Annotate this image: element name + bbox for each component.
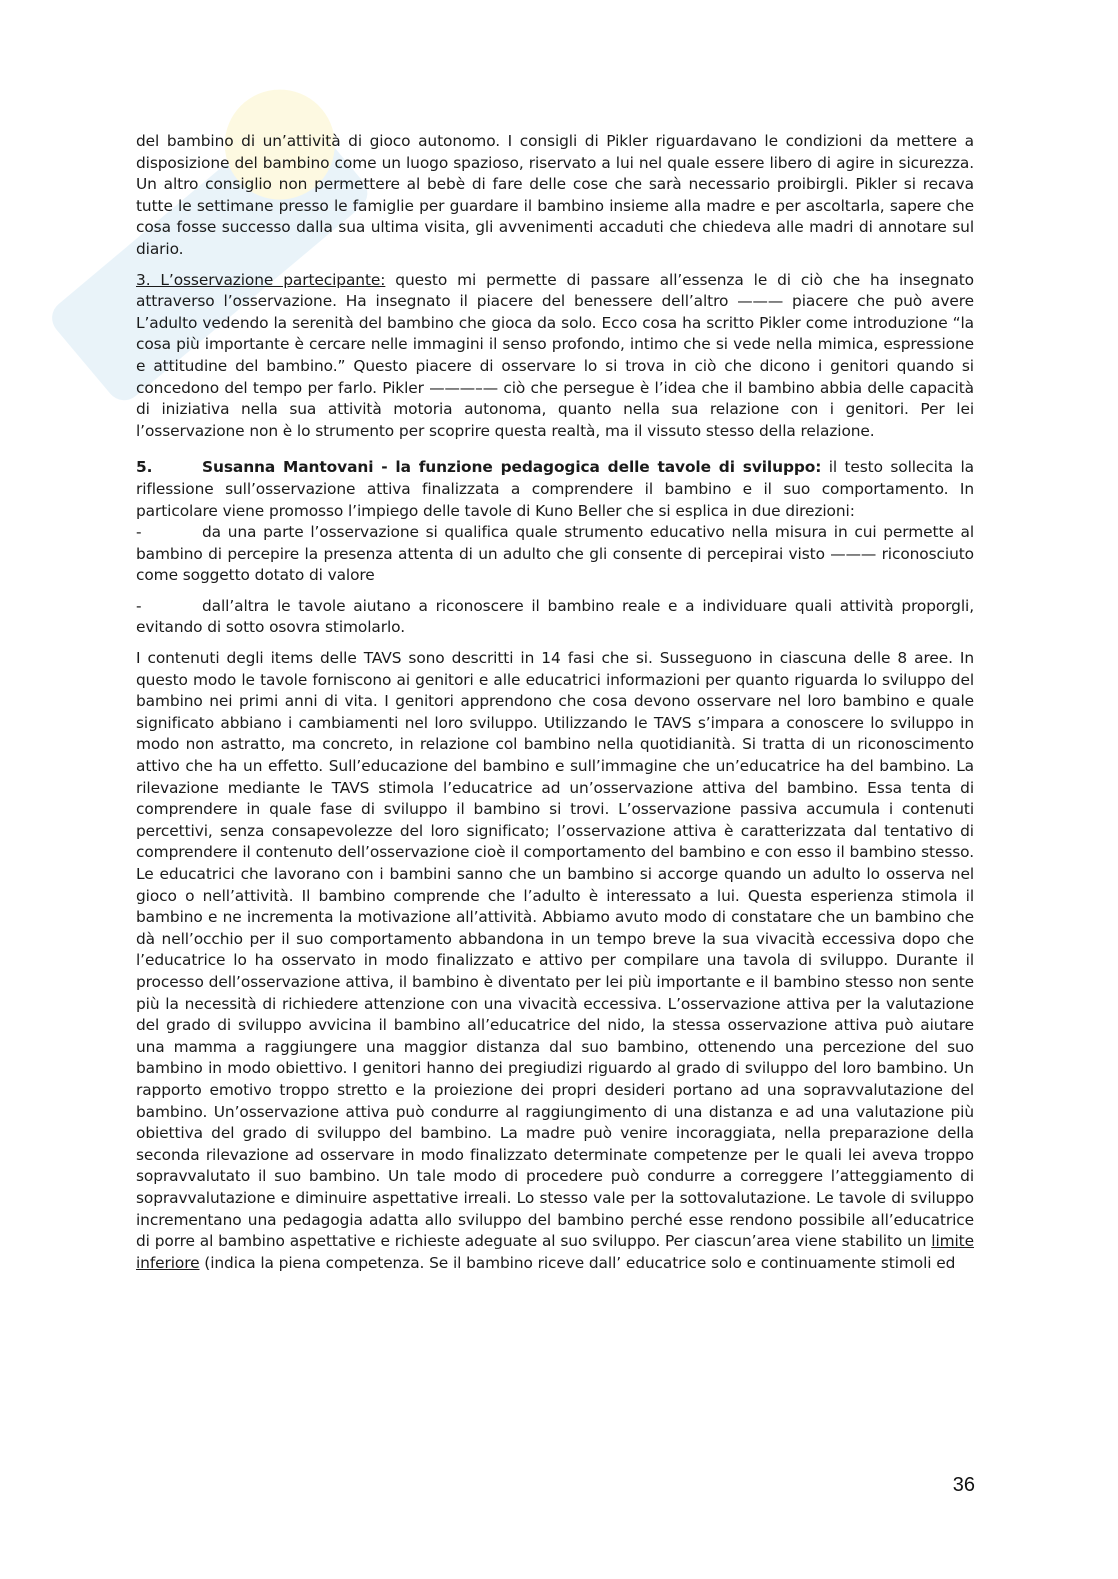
list-item: [136, 596, 974, 639]
list-item: [136, 522, 974, 587]
paragraph-tavs: [136, 648, 974, 1274]
section-heading-participant-observation: 3. L’osservazione partecipante:: [136, 270, 386, 289]
document-body: [136, 131, 974, 1283]
paragraph-text: I contenuti degli items delle TAVS sono descritti in 14 fasi che si. Susseguono in ciascuna delle 8 aree. In questo modo le tavole forniscono ai genitori e alle educatrici informazioni per quanto riguarda lo sviluppo del bambino nei primi anni di vita. I genitori apprendono che cosa devono osservare nel loro bambino e quale significato abbiano i cambiamenti nel loro sviluppo. Utilizzando le TAVS s’impara a conoscere lo sviluppo in modo non astratto, ma concreto, in relazione col bambino nella quotidianità. Si tratta di un riconoscimento attivo che ha un effetto. Sull’educazione del bambino e sull’immagine che un’educatrice ha del bambino. La rilevazione mediante le TAVS stimola l’educatrice ad un’osservazione attiva del bambino. Essa tenta di comprendere in quale fase di sviluppo il bambino si trovi. L’osservazione passiva accumula i contenuti percettivi, senza consapevolezze del loro significato; l’osservazione attiva è caratterizzata dal tentativo di comprendere il contenuto dell’osservazione cioè il comportamento del bambino e con esso il bambino stesso. Le educatrici che lavorano con i bambini sanno che un bambino si accorge quando un adulto lo osserva nel gioco o nell’attività. Il bambino comprende che l’adulto è interessato a lui. Questa esperienza stimola il bambino e ne incrementa la motivazione all’attività. Abbiamo avuto modo di constatare che un bambino che dà nell’occhio per il suo comportamento abbandona in un tempo breve la sua vivacità eccessiva dopo che l’educatrice lo ha osservato in modo finalizzato e attivo per compilare una tavola di sviluppo. Durante il processo dell’osservazione attiva, il bambino è diventato per lei più importante e il bambino stesso non sente più la necessità di richiedere attenzione con una vivacità eccessiva. L’osservazione attiva per la valutazione del grado di sviluppo avvicina il bambino all’educatrice del nido, la stessa osservazione attiva può aiutare una mamma a raggiungere una maggior distanza dal suo bambino, ottenendo una percezione del suo bambino in modo obiettivo. I genitori hanno dei pregiudizi riguardo al grado di sviluppo del loro bambino. Un rapporto emotivo troppo stretto e la proiezione dei propri desideri portano ad una sopravvalutazione del bambino. Un’osservazione attiva può condurre al raggiungimento di una distanza e ad una valutazione più obiettiva del grado di sviluppo del bambino. La madre può venire incoraggiata, nella preparazione della seconda rilevazione ad osservare in modo finalizzato determinate competenze per le quali lei aveva troppo sopravvalutato il suo bambino. Un tale modo di procedere può condurre a correggere l’atteggiamento di sopravvalutazione e diminuire aspettative irreali. Lo stesso vale per la sottovalutazione. Le tavole di sviluppo incrementano una pedagogia adatta allo sviluppo del bambino perché esse rendono possibile all’educatrice di porre al bambino aspettative e richieste adeguate al suo sviluppo. Per ciascun’area viene stabilito un: [136, 649, 974, 1251]
paragraph-text: (indica la piena competenza. Se il bambino riceve dall’ educatrice solo e continuamente stimoli ed: [199, 1253, 956, 1272]
paragraph-pikler-advice: del bambino di un’attività di gioco autonomo. I consigli di Pikler riguardavano le condizioni da mettere a disposizione del bambino come un luogo spazioso, riservato a lui nel quale essere libero di agire in sicurezza. Un altro consiglio non permettere al bebè di fare delle cose che sarà necessario proibirgli. Pikler si recava tutte le settimane presso le famiglie per guardare il bambino insieme alla madre e per ascoltarla, sapere che cosa fosse successo dalla sua ultima visita, gli avvenimenti accaduti che chiedeva alle madri di annotare sul diario.: [136, 132, 974, 258]
section-heading-mantovani: Susanna Mantovani - la funzione pedagogica delle tavole di sviluppo:: [202, 458, 822, 477]
paragraph-text: il testo sollecita la riflessione sull’osservazione attiva finalizzata a comprendere il bambino e il suo comportamento. In particolare viene promosso l’impiego delle tavole di Kuno Beller che si esplica in due direzioni:: [136, 458, 974, 520]
list-item-text: da una parte l’osservazione si qualifica quale strumento educativo nella misura in cui permette al bambino di percepire la presenza attenta di un adulto che gli consente di percepirai visto ——— riconosciuto come soggetto dotato di valore: [136, 523, 974, 585]
list-dash: -: [136, 596, 142, 615]
paragraph-participant-observation: [136, 270, 974, 443]
list-dash: -: [136, 523, 142, 542]
section-number: 5.: [136, 458, 153, 477]
page-number: 36: [952, 1474, 975, 1496]
underlined-term-limite-inferiore: limite inferiore: [136, 1232, 974, 1272]
paragraph-text: questo mi permette di passare all’essenza le di ciò che ha insegnato attraverso l’osservazione. Ha insegnato il piacere del benessere dell’altro ——— piacere che può avere L’adulto vedendo la serenità del bambino che gioca da solo. Ecco cosa ha scritto Pikler come introduzione “la cosa più importante è cercare nelle immagini il senso profondo, intimo che si vede nella mimica, espressione e attitudine del bambino.” Questo piacere di osservare lo si trova in ciò che dicono i genitori quando si concedono del tempo per farlo. Pikler ———–— ciò che persegue è l’idea che il bambino abbia delle capacità di iniziativa nella sua attività motoria autonoma, quanto nella sua relazione con i genitori. Per lei l’osservazione non è lo strumento per scoprire questa realtà, ma il vissuto stesso della relazione.: [136, 270, 974, 440]
list-item-text: dall’altra le tavole aiutano a riconoscere il bambino reale e a individuare quali attività proporgli, evitando di sotto osovra stimolarlo.: [136, 596, 974, 637]
paragraph-mantovani: [136, 457, 974, 522]
